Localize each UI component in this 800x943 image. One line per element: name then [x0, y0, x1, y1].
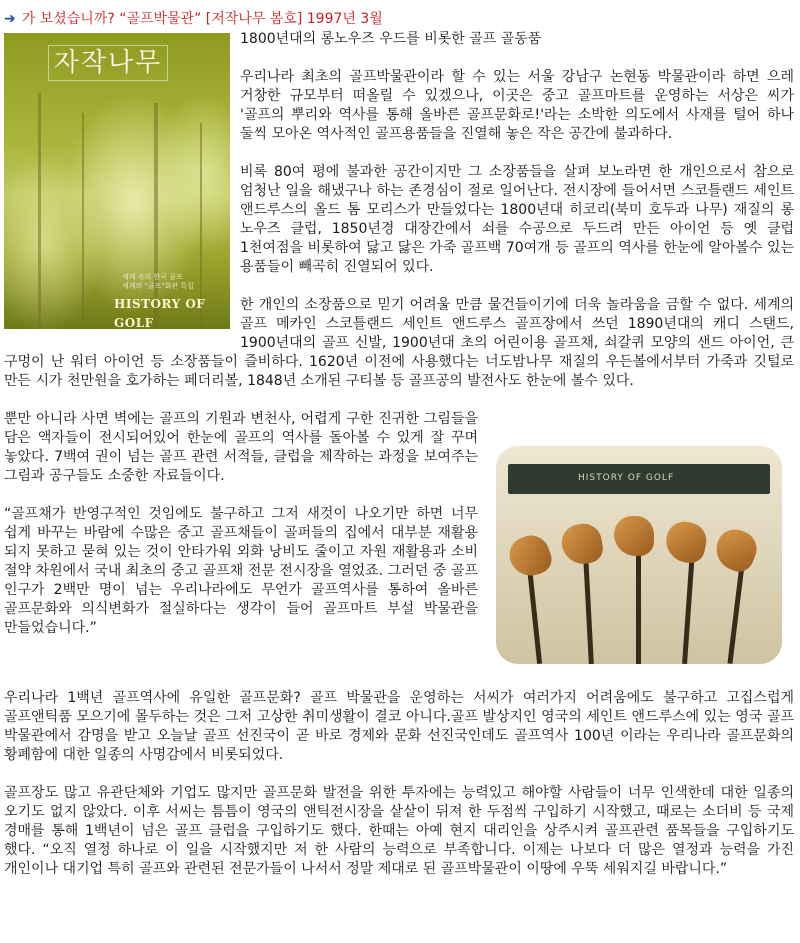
cover-title: 자작나무 — [48, 45, 168, 81]
right-arrow-icon: ➜ — [4, 11, 16, 27]
paragraph-4: 뿐만 아니라 사면 벽에는 골프의 기원과 변천사, 어렵게 구한 진귀한 그림들을 담은 액자들이 전시되어있어 한눈에 골프의 역사를 돌아볼 수 있게 잘 꾸며 놓았다. 7백여 권이 넘는 골프 관련 서적들, 클럽을 제작하는 과정을 보여주는 그림과 공구들도 소중한 자료들이다. — [4, 411, 478, 484]
paragraph-2: 비록 80여 평에 불과한 공간이지만 그 소장품들을 살펴 보노라면 한 개인으로서 참으로 엄청난 일을 해냈구나 하는 존경심이 절로 일어난다. 전시장에 들어서면 스코틀랜드 세인트 앤드루스의 올드 톰 모리스가 만들었다는 1800년대 히코리(북미 호두과 나무) 재질의 롱 노우즈 클럽, 1850년경 대장간에서 쇠를 수공으로 두드려 만든 아이언 등 옛 클럽 1천여점을 비롯하여 닳고 닳은 가죽 골프백 70여개 등 골프의 역사를 한눈에 알아볼수 있는 용품들이 빼곡히 진열되어 있다. — [240, 164, 794, 275]
article-page — [4, 8, 794, 879]
club-head — [614, 516, 654, 556]
paragraph-5-quote: “골프채가 반영구적인 것임에도 불구하고 그저 새것이 나오기만 하면 너무 쉽게 바꾸는 바람에 수많은 중고 골프채들이 골퍼들의 집에서 대부분 재활용 되지 못하고 묻혀 있는 것이 안타가워 외화 낭비도 줄이고 자원 재활용과 소비 절약 차원에서 국내 최초의 중고 골프채 전문 전시장을 열었죠. 그러던 중 골프 인구가 2백만 명이 넘는 우리나라에도 무언가 골프역사를 통하여 올바른 골프문화와 의식변화가 절실하다는 생각이 들어 골프마트 부설 박물관을 만들었습니다.” — [4, 506, 478, 636]
paragraph-1: 우리나라 최초의 골프박물관이라 할 수 있는 서울 강남구 논현동 박물관이라 하면 으레 거창한 규모부터 떠올릴 수 있겠으나, 이곳은 중고 골프마트를 운영하는 서상은 씨가 '골프의 뿌리와 역사를 통해 올바른 골프문화로!'라는 소박한 의도에서 사재를 털어 하나 둘씩 모아온 역사적인 골프용품들을 진열해 놓은 작은 공간에 불과하다. — [240, 69, 794, 142]
tree-trunk — [38, 93, 41, 329]
header-title: 가 보셨습니까? “골프박물관” [저작나무 봄호] 1997년 3월 — [21, 11, 383, 27]
magazine-cover-image — [4, 33, 230, 329]
board-text: HISTORY OF GOLF — [578, 473, 675, 483]
paragraph-6: 우리나라 1백년 골프역사에 유일한 골프문화? 골프 박물관을 운영하는 서씨가 여러가지 어려움에도 불구하고 고집스럽게 골프앤틱품 모으기에 몰두하는 것은 그저 고상한 취미생활이 결코 아니다.골프 발상지인 영국의 세인트 앤드루스에 있는 영국 골프 박물관에서 감명을 받고 오늘날 골프 선진국이 곧 바로 경제와 문화 선진국인데도 골프역사 100년 이라는 우리나라 골프문화의 황폐함에 대한 일종의 사명감에서 비롯되었다. — [4, 690, 794, 763]
tree-trunk — [82, 113, 84, 329]
display-board — [508, 464, 770, 494]
cover-subtitle: 세계 속의 한국 골프 세계의 "골프"회관 특집 — [122, 273, 194, 290]
club-head — [710, 524, 762, 576]
paragraph-3: 한 개인의 소장품으로 믿기 어려울 만큼 물건들이기에 더욱 놀라움을 금할 수 없다. 세계의 골프 메카인 스코틀랜드 세인트 앤드루스 골프장에서 쓰던 1890년대의 캐디 스탠드, 1900년대의 골프 신발, 1900년대 초의 어린이용 골프채, 쇠갈퀴 모양의 샌드 아이언, 큰 구멍이 난 워터 아이언 등 소장품들이 즐비하다. 1620년 이전에 사용했다는 너도밤나무 재질의 우든볼에서부터 가죽과 깃털로 만든 시가 천만원을 호가하는 페더리볼, 1848년 소개된 구티볼 등 골프공의 발전사도 한눈에 볼수 있다. — [4, 297, 794, 389]
club-head — [662, 518, 709, 565]
paragraph-7: 골프장도 많고 유관단체와 기업도 많지만 골프문화 발전을 위한 투자에는 능력있고 해야할 사람들이 너무 인색한데 대한 일종의 오기도 없지 않았다. 이후 서씨는 틈틈이 영국의 앤틱전시장을 샅샅이 뒤져 한 두점씩 구입하기 시작했고, 때로는 소더비 등 국제 경매를 통해 1백년이 넘은 골프 클럽을 구입하기도 했다. 한때는 아예 현지 대리인을 상주시켜 골프관련 품목들을 구입하기도 했다. “오직 열정 하나로 이 일을 시작했지만 저 한 사람의 능력으로 부족합니다. 이제는 나보다 더 많은 열정과 능력을 가진 개인이나 대기업 특히 골프와 관련된 전문가들이 나서서 정말 제대로 된 골프박물관이 이땅에 우뚝 세워지길 바랍니다.” — [4, 785, 794, 877]
intro-title: 1800년대의 롱노우즈 우드를 비롯한 골프 골동품 — [240, 31, 542, 47]
golf-clubs-photo — [496, 446, 782, 664]
club-head — [504, 530, 555, 581]
article-header — [4, 8, 794, 30]
club-head — [559, 521, 605, 567]
cover-english-title: HISTORY OF GOLF — [114, 297, 206, 329]
